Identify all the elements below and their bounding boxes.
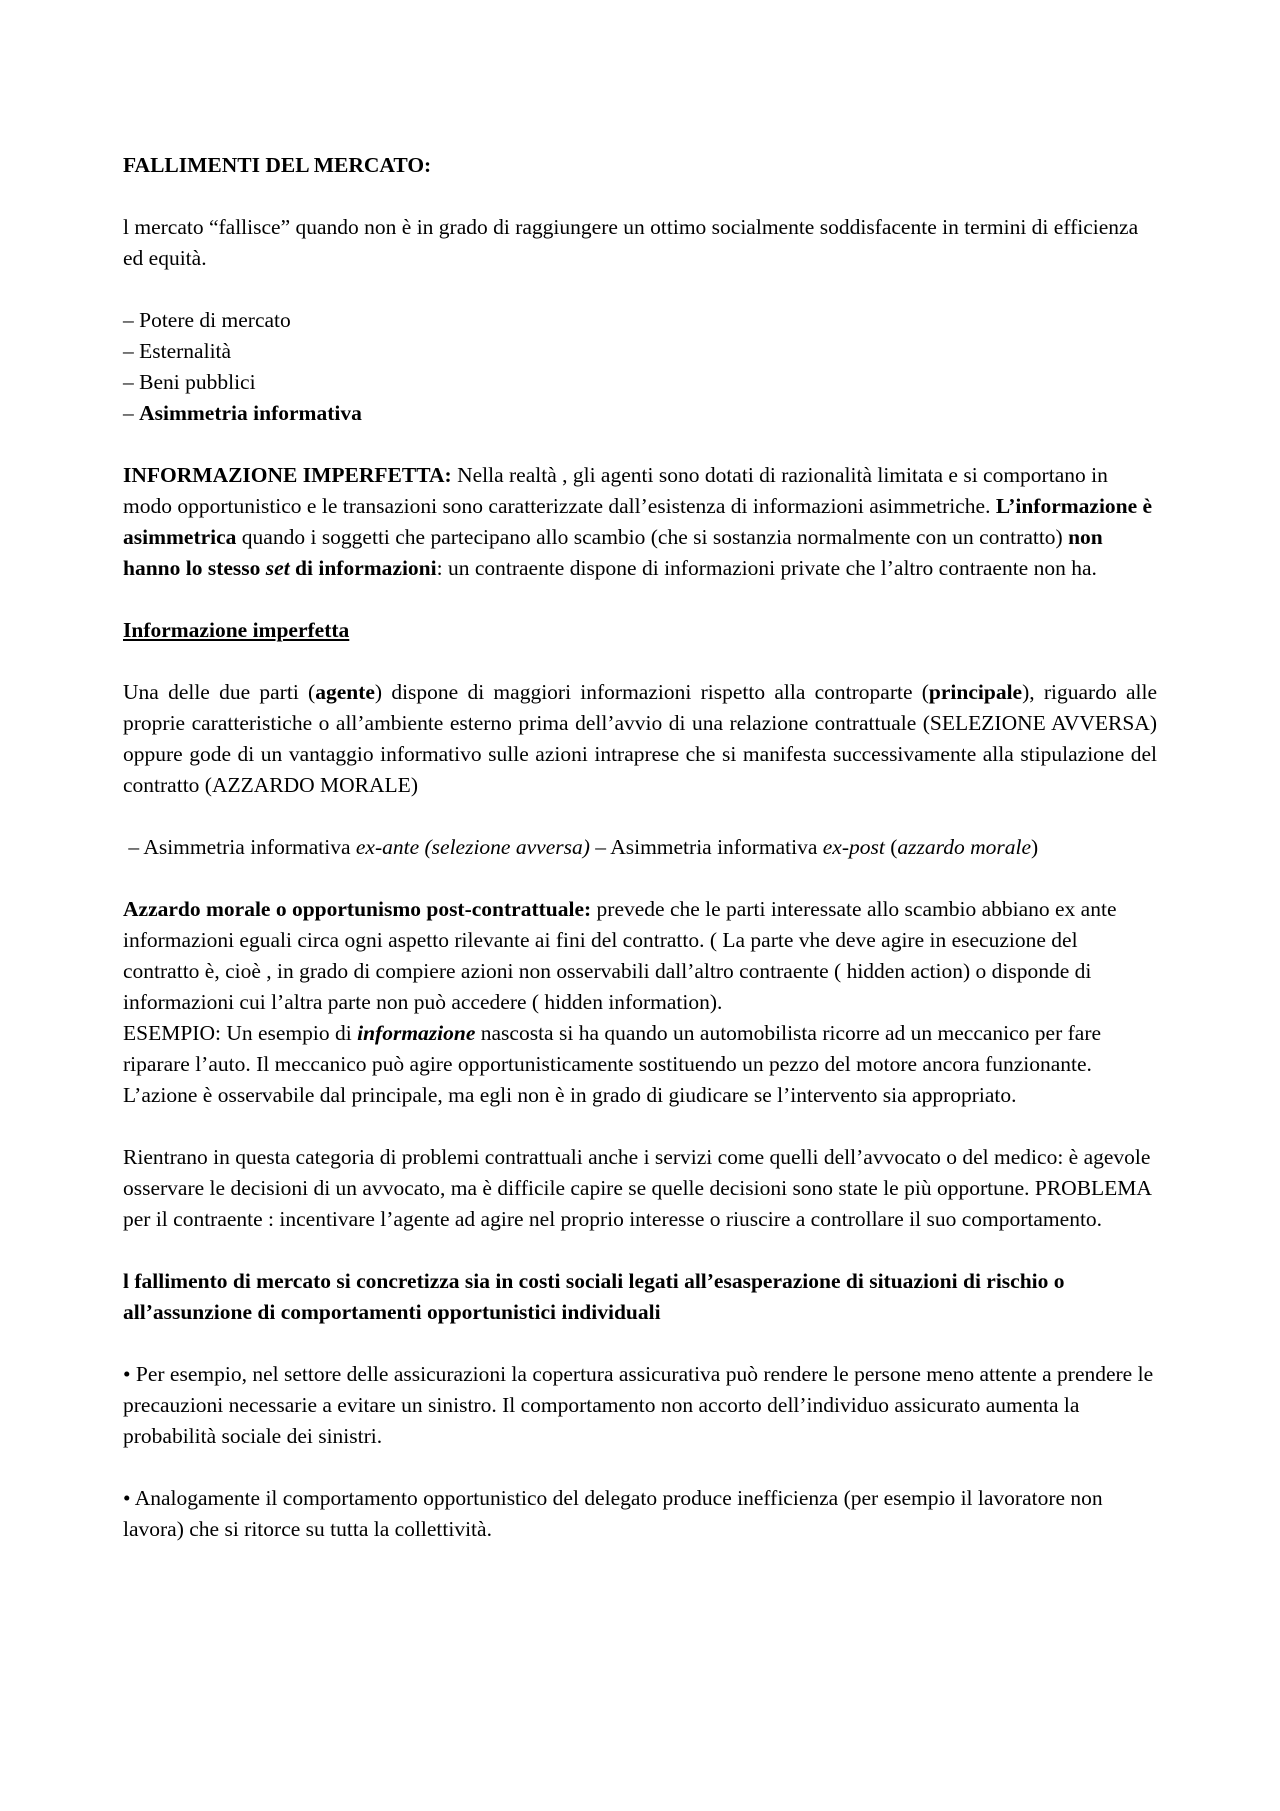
info-imperfetta-paragraph: INFORMAZIONE IMPERFETTA: Nella realtà , gli agenti sono dotati di razionalità limitata e si comportano in modo opportunistico e le transazioni sono caratterizzate dall’esistenza di informazioni asimmetriche. L’informazione è asimmetrica quando i soggetti che partecipano allo scambio (che si sostanzia normalmente con un contratto) non hanno lo stesso set di informazioni: un contraente dispone di informazioni private che l’altro contraente non ha. [123, 463, 1153, 580]
failure-item: – Esternalità [123, 339, 232, 363]
conclusion-paragraph: l fallimento di mercato si concretizza sia in costi sociali legati all’esasperazione di situazioni di rischio o all’assunzione di comportamenti opportunistici individuali [123, 1269, 1065, 1324]
asymmetry-types: – Asimmetria informativa ex-ante (selezione avversa) – Asimmetria informativa ex-post (azzardo morale) [123, 835, 1039, 859]
parties-paragraph: Una delle due parti (agente) dispone di maggiori informazioni rispetto alla controparte (principale), riguardo alle proprie caratteristiche o all’ambiente esterno prima dell’avvio di una relazione contrattuale (SELEZIONE AVVERSA) oppure gode di un vantaggio informativo sulle azioni intraprese che si manifesta successivamente alla stipulazione del contratto (AZZARDO MORALE) [123, 680, 1157, 797]
esempio-paragraph: ESEMPIO: Un esempio di informazione nascosta si ha quando un automobilista ricorre ad un meccanico per fare riparare l’auto. Il meccanico può agire opportunisticamente sostituendo un pezzo del motore ancora funzionante. L’azione è osservabile dal principale, ma egli non è in grado di giudicare se l’intervento sia appropriato. [123, 1021, 1102, 1107]
bullet-item: • Per esempio, nel settore delle assicurazioni la copertura assicurativa può rendere le persone meno attente a prendere le precauzioni necessarie a evitare un sinistro. Il comportamento non accorto dell’individuo assicurato aumenta la probabilità sociale dei sinistri. [123, 1362, 1154, 1448]
failure-item: – Beni pubblici [123, 370, 256, 394]
azzardo-paragraph: Azzardo morale o opportunismo post-contrattuale: prevede che le parti interessate allo scambio abbiano ex ante informazioni eguali circa ogni aspetto rilevante ai fini del contratto. ( La parte vhe deve agire in esecuzione del contratto è, cioè , in grado di compiere azioni non osservabili dall’altro contraente ( hidden action) o disponde di informazioni cui l’altra parte non può accedere ( hidden information). [123, 897, 1117, 1014]
intro-paragraph: l mercato “fallisce” quando non è in grado di raggiungere un ottimo socialmente soddisfacente in termini di efficienza ed equità. [123, 215, 1139, 270]
failure-item: – Potere di mercato [123, 308, 291, 332]
info-imperfetta-label: INFORMAZIONE IMPERFETTA: [123, 463, 452, 487]
document-body [123, 150, 1157, 1545]
rientrano-paragraph: Rientrano in questa categoria di problemi contrattuali anche i servizi come quelli dell’avvocato o del medico: è agevole osservare le decisioni di un avvocato, ma è difficile capire se quelle decisioni sono state le più opportune. PROBLEMA per il contraente : incentivare l’agente ad agire nel proprio interesse o riuscire a controllare il suo comportamento. [123, 1145, 1151, 1231]
failure-item: – Asimmetria informativa [123, 401, 362, 425]
section-subheading: Informazione imperfetta [123, 618, 350, 642]
document-title: FALLIMENTI DEL MERCATO: [123, 153, 432, 177]
bullet-item: • Analogamente il comportamento opportunistico del delegato produce inefficienza (per esempio il lavoratore non lavora) che si ritorce su tutta la collettività. [123, 1486, 1103, 1541]
azzardo-label: Azzardo morale o opportunismo post-contrattuale: [123, 897, 592, 921]
